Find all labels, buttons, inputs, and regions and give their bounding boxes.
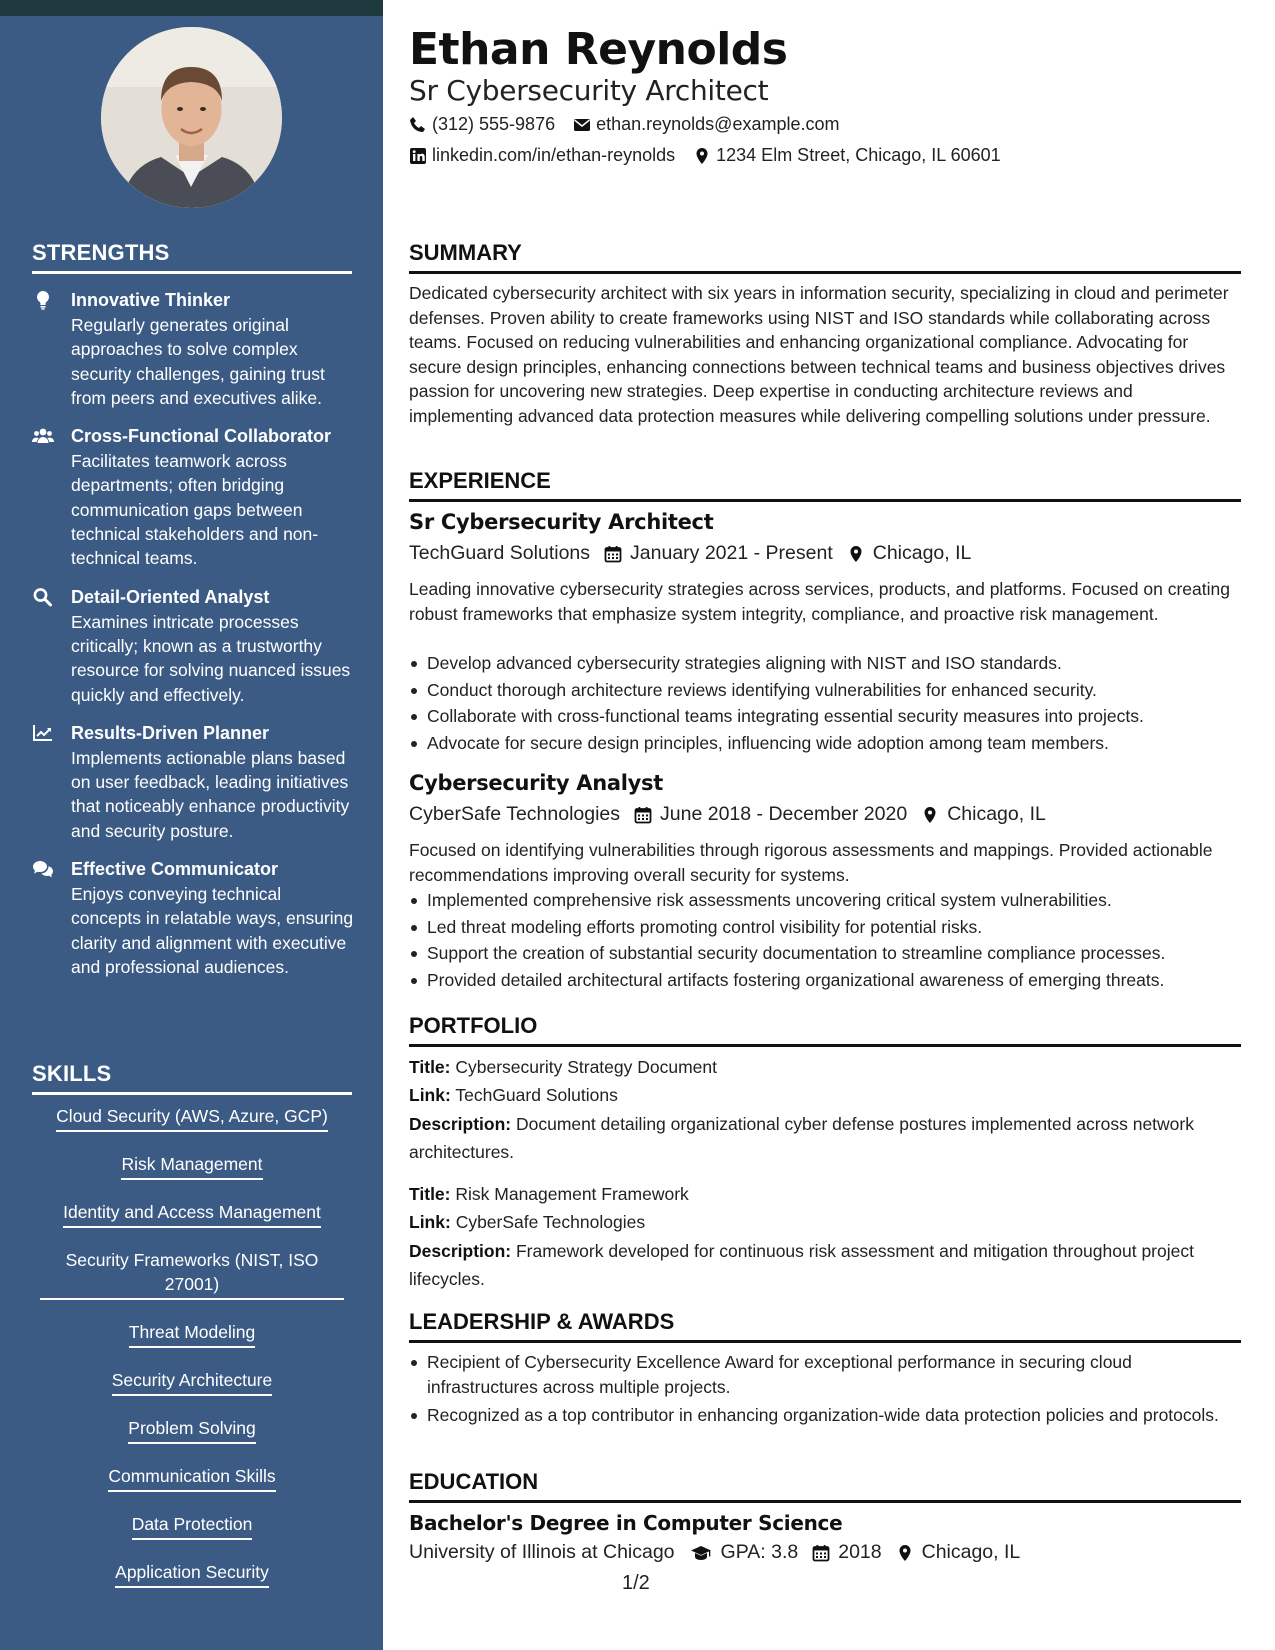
calendar-icon	[812, 1544, 830, 1562]
experience-heading: EXPERIENCE	[409, 468, 1241, 502]
list-item: Advocate for secure design principles, influencing wide adoption among team members.	[409, 731, 1241, 756]
portfolio-title-line: Title: Risk Management Framework	[409, 1184, 689, 1204]
strength-title: Innovative Thinker	[71, 290, 231, 310]
job-intro: Leading innovative cybersecurity strategies across services, products, and platforms. Focused on creating robust frameworks that emphasize system integrity, compliance, and proactive risk management.	[409, 579, 1230, 624]
strength-item	[32, 288, 354, 410]
linkedin-url: linkedin.com/in/ethan-reynolds	[432, 145, 676, 165]
skill-item: Security Architecture	[40, 1368, 344, 1396]
education-meta	[409, 1541, 1034, 1564]
list-item: Support the creation of substantial security documentation to streamline compliance processes.	[409, 941, 1241, 966]
portfolio-description: Description: Framework developed for continuous risk assessment and mitigation throughout project lifecycles.	[409, 1241, 1194, 1289]
job-bullets	[409, 651, 1241, 757]
portfolio-link-line: Link: CyberSafe Technologies	[409, 1212, 646, 1232]
search-icon	[32, 587, 54, 607]
job-intro: Focused on identifying vulnerabilities through rigorous assessments and mappings. Provided actionable recommendations improving overall security for systems.	[409, 840, 1213, 885]
skill-item: Communication Skills	[40, 1464, 344, 1492]
skill-item: Threat Modeling	[40, 1320, 344, 1348]
strength-title: Detail-Oriented Analyst	[71, 586, 270, 607]
users-icon	[32, 426, 54, 446]
summary-text: Dedicated cybersecurity architect with six years in information security, specializing in cloud and perimeter defenses. Proven ability to create frameworks using NIST and ISO standards while collaborating across teams. Focused on reducing vulnerabilities and enhancing organizational compliance. Advocating for secure design principles, enhancing connections between technical teams and business objectives drives passion for uncovering new strategies. Deep expertise in conducting architecture reviews and implementing advanced data protection measures while delivering compelling solutions under pressure.	[409, 283, 1229, 426]
map-marker-icon	[847, 545, 865, 563]
sidebar	[0, 0, 383, 1650]
envelope-icon	[573, 116, 591, 134]
strength-title: Results-Driven Planner	[71, 722, 270, 743]
list-item: Implemented comprehensive risk assessments uncovering critical system vulnerabilities.	[409, 888, 1241, 913]
school-location: Chicago, IL	[896, 1541, 1021, 1564]
calendar-icon	[604, 545, 622, 563]
strength-title: Cross-Functional Collaborator	[71, 426, 332, 447]
contact-row-2	[409, 145, 1019, 166]
skill-item: Cloud Security (AWS, Azure, GCP)	[40, 1104, 344, 1132]
list-item: Recognized as a top contributor in enhancing organization-wide data protection policies and protocols.	[409, 1403, 1241, 1428]
strength-item	[32, 857, 354, 979]
list-item: Develop advanced cybersecurity strategies aligning with NIST and ISO standards.	[409, 651, 1241, 676]
job-location: Chicago, IL	[847, 542, 972, 565]
comments-icon	[32, 859, 54, 879]
job-title: Cybersecurity Analyst	[409, 771, 663, 795]
list-item: Collaborate with cross-functional teams integrating essential security measures into projects.	[409, 704, 1241, 729]
graduation-cap-icon	[689, 1544, 713, 1562]
education-heading: EDUCATION	[409, 1469, 1241, 1503]
school-name: University of Illinois at Chicago	[409, 1541, 675, 1563]
strengths-heading: STRENGTHS	[32, 240, 352, 274]
awards-list	[409, 1350, 1241, 1430]
job-location: Chicago, IL	[921, 803, 1046, 826]
skill-item: Identity and Access Management	[40, 1200, 344, 1228]
job-dates: June 2018 - December 2020	[634, 803, 907, 826]
contact-address	[693, 145, 1001, 166]
strength-title: Effective Communicator	[71, 859, 279, 880]
phone-number: (312) 555-9876	[432, 114, 556, 134]
gpa: GPA: 3.8	[689, 1541, 799, 1564]
graduation-year: 2018	[812, 1541, 881, 1564]
strength-description: Examines intricate processes critically; known as a trustworthy resource for solving nuanced issues quickly and effectively.	[71, 611, 351, 705]
company-name: CyberSafe Technologies	[409, 803, 621, 825]
list-item: Recipient of Cybersecurity Excellence Award for exceptional performance in securing cloud infrastructures across multiple projects.	[409, 1350, 1241, 1399]
chart-line-icon	[32, 723, 54, 743]
email-address: ethan.reynolds@example.com	[596, 114, 840, 134]
skill-item: Data Protection	[40, 1512, 344, 1540]
contact-linkedin[interactable]	[409, 145, 675, 166]
portfolio-heading: PORTFOLIO	[409, 1013, 1241, 1047]
portfolio-title-line: Title: Cybersecurity Strategy Document	[409, 1057, 718, 1077]
strength-description: Facilitates teamwork across departments; often bridging communication gaps between technical stakeholders and non-technical teams.	[71, 451, 319, 569]
list-item: Conduct thorough architecture reviews identifying vulnerabilities for enhanced security.	[409, 678, 1241, 703]
skill-item: Risk Management	[40, 1152, 344, 1180]
candidate-title: Sr Cybersecurity Architect	[409, 74, 769, 107]
portfolio-link-line: Link: TechGuard Solutions	[409, 1085, 618, 1105]
job-meta	[409, 542, 985, 565]
summary-heading: SUMMARY	[409, 240, 1241, 274]
job-title: Sr Cybersecurity Architect	[409, 510, 714, 534]
strength-description: Regularly generates original approaches to solve complex security challenges, gaining trust from peers and executives alike.	[71, 315, 325, 408]
map-marker-icon	[921, 806, 939, 824]
skills-heading: SKILLS	[32, 1061, 352, 1095]
list-item: Provided detailed architectural artifacts fostering organizational awareness of emerging threats.	[409, 968, 1241, 993]
calendar-icon	[634, 806, 652, 824]
candidate-name: Ethan Reynolds	[409, 24, 788, 75]
strength-description: Implements actionable plans based on user feedback, leading initiatives that noticeably enhance productivity and security posture.	[71, 747, 350, 841]
portfolio-description: Description: Document detailing organizational cyber defense postures implemented across network architectures.	[409, 1114, 1194, 1162]
job-bullets	[409, 888, 1241, 994]
skill-item: Problem Solving	[40, 1416, 344, 1444]
company-name: TechGuard Solutions	[409, 542, 591, 564]
strength-item	[32, 721, 354, 843]
skills-list	[32, 1104, 352, 1608]
strength-item	[32, 585, 354, 707]
job-meta	[409, 803, 1060, 826]
strength-description: Enjoys conveying technical concepts in relatable ways, ensuring clarity and alignment with executive and professional audiences.	[71, 884, 354, 977]
job-dates: January 2021 - Present	[604, 542, 833, 565]
avatar	[101, 27, 282, 208]
street-address: 1234 Elm Street, Chicago, IL 60601	[716, 145, 1001, 165]
page-number: 1/2	[622, 1572, 650, 1594]
map-marker-icon	[896, 1544, 914, 1562]
phone-icon	[409, 116, 427, 134]
sidebar-top-bar	[0, 0, 383, 16]
degree-title: Bachelor's Degree in Computer Science	[409, 1511, 843, 1535]
contact-phone[interactable]	[409, 114, 555, 135]
list-item: Led threat modeling efforts promoting control visibility for potential risks.	[409, 915, 1241, 940]
map-marker-icon	[693, 147, 711, 165]
profile-photo	[101, 27, 282, 208]
contact-row	[409, 114, 858, 135]
linkedin-icon	[409, 147, 427, 165]
skill-item: Security Frameworks (NIST, ISO 27001)	[40, 1248, 344, 1300]
skill-item: Application Security	[40, 1560, 344, 1588]
strength-item	[32, 424, 354, 570]
contact-email[interactable]	[573, 114, 839, 135]
lightbulb-icon	[32, 290, 54, 310]
awards-heading: LEADERSHIP & AWARDS	[409, 1309, 1241, 1343]
strengths-list	[32, 288, 354, 993]
